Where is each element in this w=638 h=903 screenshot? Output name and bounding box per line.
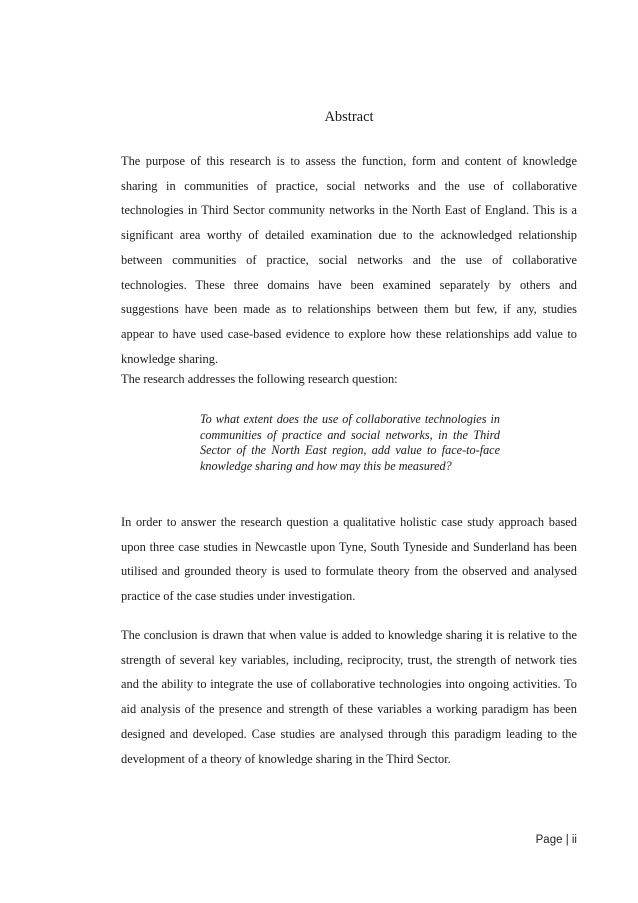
- research-question-quote: To what extent does the use of collaborative technologies in communities of practice and social networks, in the Third Sector of the North East region, add value to face-to-face knowledge sharing and how may this be measured?: [200, 412, 500, 473]
- abstract-paragraph-method: In order to answer the research question a qualitative holistic case study approach based upon three case studies in Newcastle upon Tyne, South Tyneside and Sunderland has been utilised and grounded theory is used to formulate theory from the observed and analysed practice of the case studies under investigation.: [121, 515, 577, 604]
- abstract-paragraph-question-intro: The research addresses the following research question:: [121, 372, 398, 386]
- abstract-paragraph-purpose: The purpose of this research is to assess the function, form and content of knowledge sharing in communities of practice, social networks and the use of collaborative technologies in Third Sector community networks in the North East of England. This is a significant area worthy of detailed examination due to the acknowledged relationship between communities of practice, social networks and the use of collaborative technologies. These three domains have been examined separately by others and suggestions have been made as to relationships between them but few, if any, studies appear to have used case-based evidence to explore how these relationships add value to knowledge sharing.: [121, 154, 577, 366]
- page-number-footer: Page | ii: [535, 834, 577, 846]
- page-title: Abstract: [324, 109, 374, 125]
- abstract-paragraph-conclusion: The conclusion is drawn that when value is added to knowledge sharing it is relative to the strength of several key variables, including, reciprocity, trust, the strength of network ties and the ability to integrate the use of collaborative technologies into ongoing activities. To aid analysis of the presence and strength of these variables a working paradigm has been designed and developed. Case studies are analysed through this paradigm leading to the development of a theory of knowledge sharing in the Third Sector.: [121, 628, 577, 766]
